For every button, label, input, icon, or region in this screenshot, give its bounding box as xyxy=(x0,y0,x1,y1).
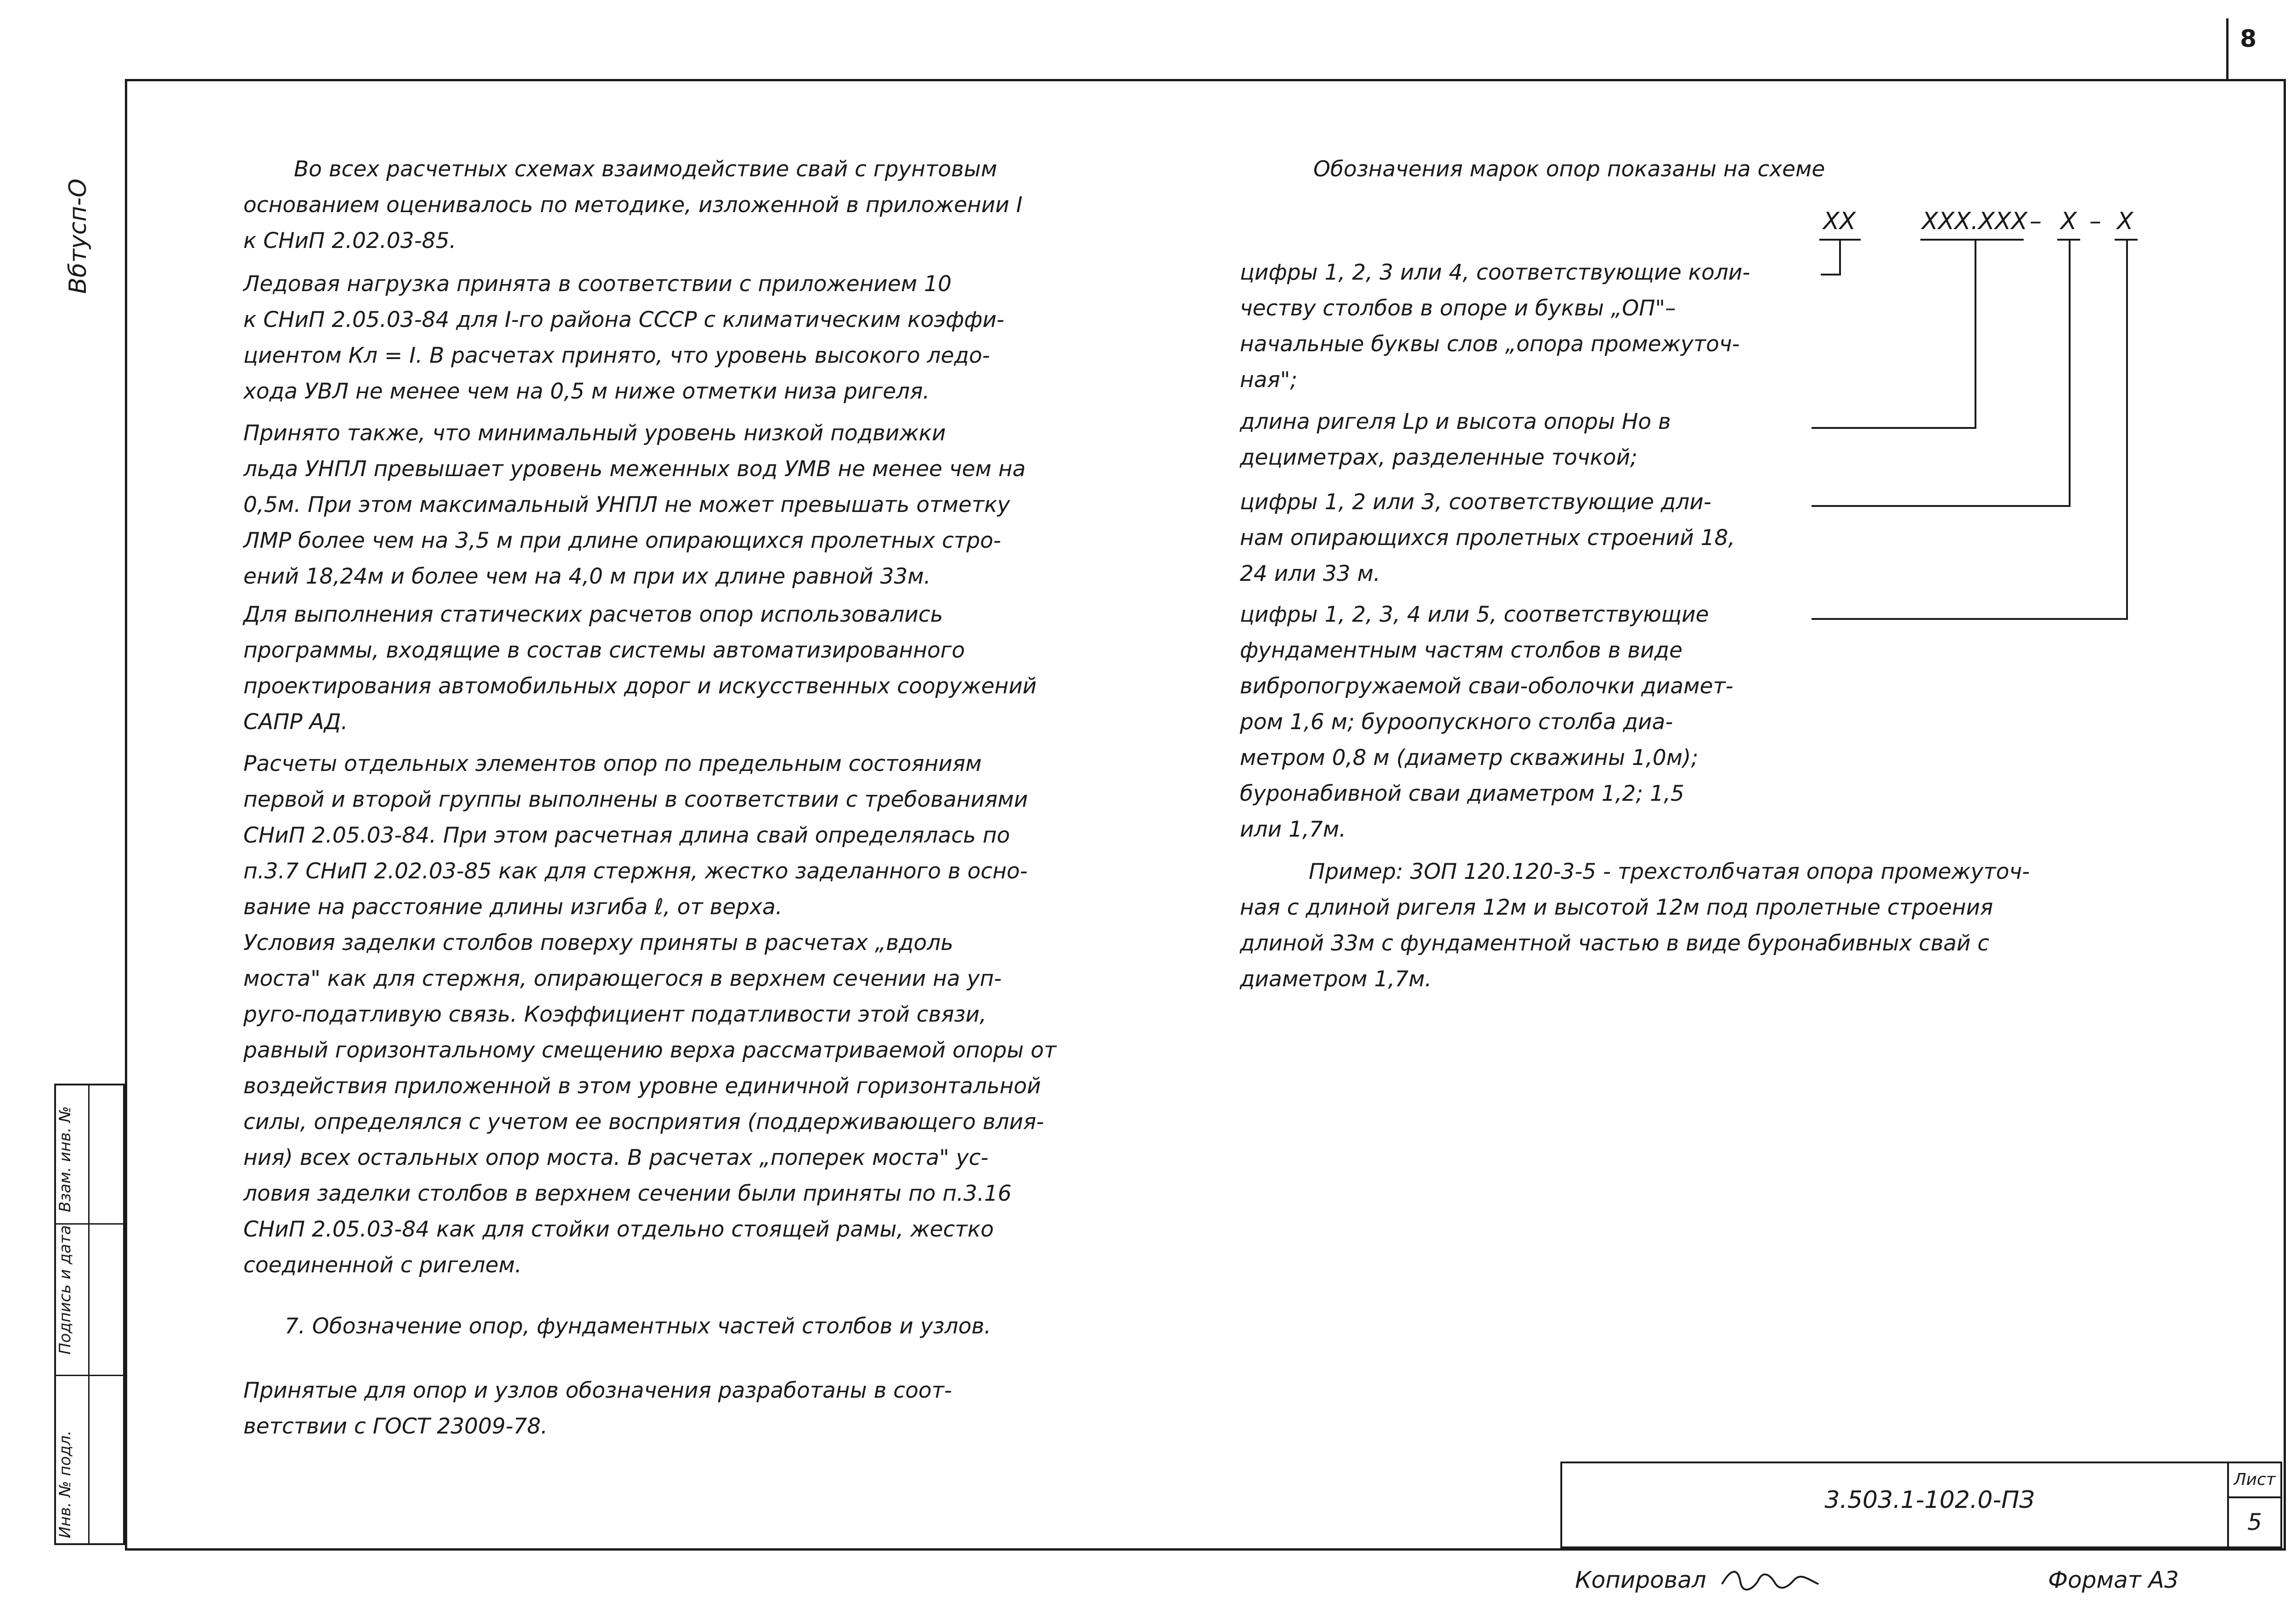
scheme-part-xx: XX xyxy=(1823,208,1856,235)
side-stamp-vzam: Взам. инв. № xyxy=(56,1106,74,1212)
leader-4-horizontal xyxy=(1812,618,2128,620)
leader-2-vertical xyxy=(1975,241,1976,429)
scheme-part-x1: X xyxy=(2060,208,2077,235)
example: Пример: 3ОП 120.120-3-5 - трехстолбчатая опора промежуточ- ная с длиной ригеля 12м и высотой 12м под пролетные строения длиной 33м с фундаментной частью в виде буронабивных свай с диаметром 1,7м. xyxy=(1240,859,2030,992)
scheme-label-1: цифры 1, 2, 3 или 4, соответствующие коли- честву столбов в опоре и буквы „ОП"– начальные буквы слов „опора промежуточ- ная"; xyxy=(1240,260,1750,393)
paragraph-7: Принятые для опор и узлов обозначения разработаны в соот- ветствии с ГОСТ 23009-78. xyxy=(243,1378,952,1439)
document-code: 3.503.1-102.0-ПЗ xyxy=(1824,1486,2035,1514)
scheme-label-4: цифры 1, 2, 3, 4 или 5, соответствующие фундаментным частям столбов в виде вибропогружаемой сваи-оболочки диамет- ром 1,6 м; буроопускного столба диа- метром 0,8 м (диаметр скважины 1,0м); буронабивной сваи диаметром 1,2; 1,5 или 1,7м. xyxy=(1240,602,1733,842)
paragraph-3: Принято также, что минимальный уровень низкой подвижки льда УНПЛ превышает уровень меженных вод УМВ не менее чем на 0,5м. При этом максимальный УНПЛ не может превышать отметку ЛМР более чем на 3,5 м при длине опирающихся пролетных стро- ений 18,24м и более чем на 4,0 м при их длине равной 33м. xyxy=(243,421,1026,589)
sheet-number-top: 8 xyxy=(2240,25,2257,53)
footer-format: Формат А3 xyxy=(2048,1567,2179,1593)
side-stamp-divider-1 xyxy=(56,1223,123,1225)
sheet-number-divider xyxy=(2226,18,2228,80)
scheme-sep-2: – xyxy=(2089,208,2101,235)
leader-3-vertical xyxy=(2069,241,2071,507)
scheme-label-3: цифры 1, 2 или 3, соответствующие дли- нам опирающихся пролетных строений 18, 24 или 33 м. xyxy=(1240,489,1735,586)
sheet-cell xyxy=(2227,1463,2280,1546)
scheme-sep-1: – xyxy=(2030,208,2042,235)
sheet-number: 5 xyxy=(2247,1509,2262,1535)
sheet-label: Лист xyxy=(2229,1463,2280,1498)
scheme-part-x2: X xyxy=(2117,208,2133,235)
scheme-intro: Обозначения марок опор показаны на схеме xyxy=(1313,157,1825,182)
footer-copied: Копировал xyxy=(1575,1567,1706,1593)
vertical-label: Вбтусп-О xyxy=(64,178,92,294)
paragraph-1: Во всех расчетных схемах взаимодействие свай с грунтовым основанием оценивалось по методике, изложенной в приложении I к СНиП 2.02.03-85. xyxy=(243,157,1023,253)
title-block xyxy=(1560,1462,2282,1548)
side-stamp-divider-2 xyxy=(56,1375,123,1376)
leader-4-vertical xyxy=(2126,241,2128,620)
paragraph-4: Для выполнения статических расчетов опор использовались программы, входящие в состав системы автоматизированного проектирования автомобильных дорог и искусственных сооружений САПР АД. xyxy=(243,602,1037,735)
paragraph-5: Расчеты отдельных элементов опор по предельным состояниям первой и второй группы выполнены в соответствии с требованиями СНиП 2.05.03-84. При этом расчетная длина свай определялась по п.3.7 СНиП 2.02.03-85 как для стержня, жестко заделанного в осно- вание на расстояние длины изгиба ℓ, от верха. xyxy=(243,751,1028,920)
scheme-part-xxx: XXX.XXX xyxy=(1922,208,2028,235)
leader-1-vertical xyxy=(1839,241,1841,275)
scheme-label-2: длина ригеля Lр и высота опоры Но в дециметрах, разделенные точкой; xyxy=(1240,409,1671,470)
side-stamp-inv-podl: Инв. № подл. xyxy=(56,1430,74,1538)
paragraph-2: Ледовая нагрузка принята в соответствии с приложением 10 к СНиП 2.05.03-84 для I-го района СССР с климатическим коэффи- циентом Кл = I. В расчетах принято, что уровень высокого ледо- хода УВЛ не менее чем на 0,5 м ниже отметки низа ригеля. xyxy=(243,271,1005,404)
scheme-underline-2 xyxy=(1920,239,2024,241)
leader-3-horizontal xyxy=(1812,505,2071,507)
leader-2-horizontal xyxy=(1812,427,1976,429)
section-heading: 7. Обозначение опор, фундаментных частей столбов и узлов. xyxy=(285,1314,991,1339)
paragraph-6: Условия заделки столбов поверху приняты в расчетах „вдоль моста" как для стержня, опирающегося в верхнем сечении на уп- руго-податливую связь. Коэффициент податливости этой связи, равный горизонтальному смещению верха рассматриваемой опоры от воздействия приложенной в этом уровне единичной горизонтальной силы, определялся с учетом ее восприятия (поддерживающего влия- ния) всех остальных опор моста. В расчетах „поперек моста" ус- ловия заделки столбов в верхнем сечении были приняты по п.3.16 СНиП 2.05.03-84 как для стойки отдельно стоящей рамы, жестко соединенной с ригелем. xyxy=(243,930,1057,1278)
copier-signature xyxy=(1717,1563,1823,1596)
side-stamp-podpis: Подпись и дата xyxy=(56,1225,74,1355)
